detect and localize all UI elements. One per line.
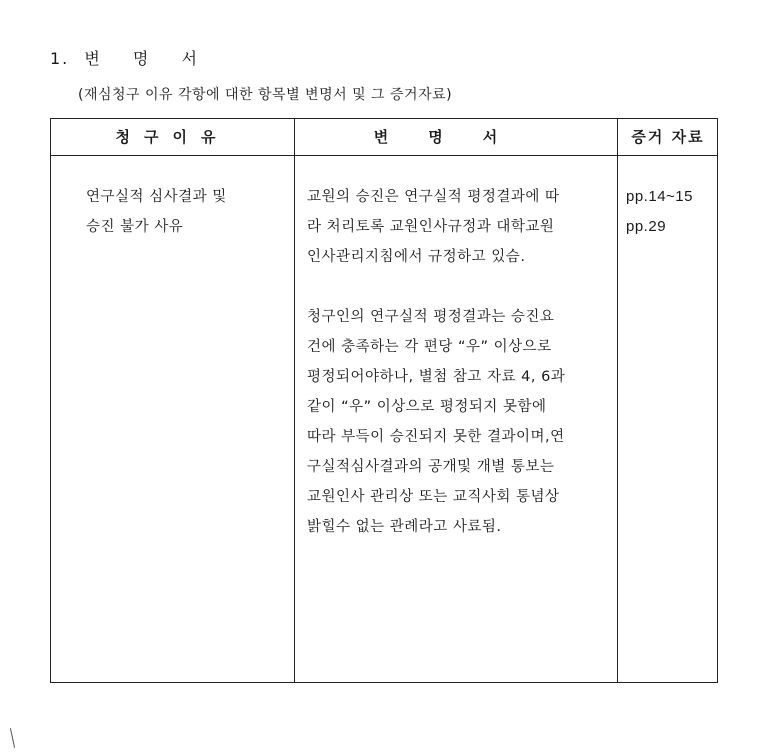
section-heading bbox=[50, 46, 211, 69]
section-number: 1. bbox=[50, 49, 70, 68]
reason-line: 연구실적 심사결과 및 bbox=[86, 189, 227, 205]
rebuttal-table bbox=[50, 118, 718, 683]
section-title: 변 명 서 bbox=[84, 49, 211, 68]
evidence-page-ref: pp.14~15 bbox=[626, 188, 693, 205]
rebuttal-line: 밝힐수 없는 관례라고 사료됨. bbox=[307, 519, 502, 535]
rebuttal-line: 교원의 승진은 연구실적 평정결과에 따 bbox=[307, 189, 560, 205]
column-divider-1 bbox=[294, 119, 295, 682]
column-divider-2 bbox=[617, 119, 618, 682]
rebuttal-line: 교원인사 관리상 또는 교직사회 통념상 bbox=[307, 489, 560, 505]
rebuttal-line: 인사관리지침에서 규정하고 있슴. bbox=[307, 249, 526, 265]
rebuttal-line: 따라 부득이 승진되지 못한 결과이며,연 bbox=[307, 429, 565, 445]
header-rebuttal: 변명서 bbox=[373, 128, 538, 146]
section-subtitle: (재심청구 이유 각항에 대한 항목별 변명서 및 그 증거자료) bbox=[78, 87, 453, 103]
evidence-cell bbox=[626, 182, 716, 242]
header-claim-reason: 청구이유 bbox=[115, 128, 230, 146]
rebuttal-line: 같이 “우” 이상으로 평정되지 못함에 bbox=[307, 399, 547, 415]
rebuttal-line: 평정되어야하나, 별첨 참고 자료 4, 6과 bbox=[307, 369, 566, 385]
reason-line: 승진 불가 사유 bbox=[86, 219, 184, 235]
rebuttal-cell bbox=[307, 182, 612, 542]
rebuttal-line: 라 처리토록 교원인사규정과 대학교원 bbox=[307, 219, 555, 235]
claim-reason-cell bbox=[86, 182, 291, 242]
rebuttal-line: 청구인의 연구실적 평정결과는 승진요 bbox=[307, 309, 555, 325]
rebuttal-line: 구실적심사결과의 공개및 개별 통보는 bbox=[307, 459, 555, 475]
rebuttal-line: 건에 충족하는 각 편당 “우” 이상으로 bbox=[307, 339, 552, 355]
evidence-page-ref: pp.29 bbox=[626, 218, 667, 235]
header-evidence: 증거 자료 bbox=[631, 128, 705, 146]
scan-artifact-mark bbox=[10, 728, 15, 748]
paragraph-gap bbox=[307, 272, 612, 302]
